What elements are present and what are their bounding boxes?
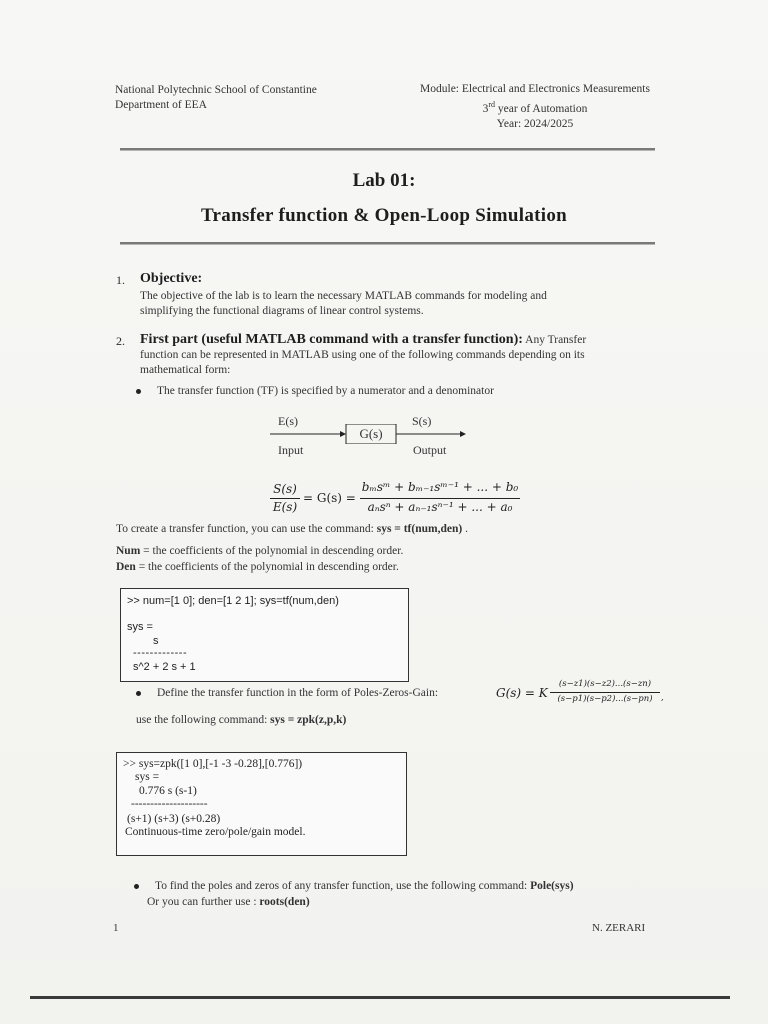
code-block-zpk [116,752,407,856]
header-module [395,82,675,132]
code-output-sys: sys = [135,771,160,783]
code-command: >> sys=zpk([1 0],[-1 -3 -0.28],[0.776]) [123,758,303,770]
block-diagram [270,410,510,460]
zpk-denominator: (s−p1)(s−p2)...(s−pn) [557,694,653,704]
header-module-name: Module: Electrical and Electronics Measurements [420,83,650,95]
bullet-icon [136,389,141,394]
formula-lhs-denominator: E(s) [272,500,298,514]
zpk-bullet-text: Define the transfer function in the form of Poles-Zeros-Gain: [157,687,439,699]
code-block-tf [120,588,409,682]
header-department: Department of EEA [115,99,207,111]
code-output-denominator: s^2 + 2 s + 1 [133,661,196,673]
den-definition: Den = the coefficients of the polynomial in descending order. [116,561,399,573]
code-output-numerator: s [153,635,159,647]
header-school-name: National Polytechnic School of Constantine [115,84,317,96]
bullet-text: The transfer function (TF) is specified by a numerator and a denominator [157,385,494,397]
zpk-command: sys = zpk(z,p,k) [270,714,347,726]
bullet-icon [134,884,139,889]
formula-equals-g: = G(s) = [303,491,356,505]
header-year-of-study: 3rd year of Automation [482,100,588,115]
input-signal-label: E(s) [278,414,298,428]
bullet-icon [136,691,141,696]
fraction-bar [550,692,660,693]
page-subtitle: Transfer function & Open-Loop Simulation [200,205,567,226]
header-academic-year: Year: 2024/2025 [496,117,574,130]
title-divider [120,242,655,245]
zpk-command-text: use the following command: sys = zpk(z,p,k) [136,714,347,726]
input-label: Input [278,443,304,457]
author-name: N. ZERARI [592,922,646,934]
zpk-formula-fraction: (s−z1)(s−z2)...(s−zn) (s−p1)(s−p2)...(s−pn) , [550,679,660,689]
formula-lhs-numerator: S(s) [273,482,297,496]
section-number: 1. [116,273,125,287]
fraction-bar [270,498,300,499]
fraction-bar [360,498,520,499]
code-output-model: Continuous-time zero/pole/gain model. [125,826,306,838]
tf-command-text: To create a transfer function, you can use the command: sys = tf(num,den) . [116,523,468,535]
section-2-intro: First part (useful MATLAB command with a transfer function): Any Transfer function can be represented in MATLAB using one of the following commands depending on its mathematical form: [140,332,587,376]
output-signal-label: S(s) [412,414,432,428]
code-output-dashes: -------------------- [131,798,208,810]
page-title: Lab 01: [352,170,416,191]
pole-command: Pole(sys) [530,880,574,892]
roots-command: roots(den) [259,896,310,908]
zpk-g-equals-k: G(s) = K [496,686,548,700]
section-number: 2. [116,334,125,348]
code-output-denominator: (s+1) (s+3) (s+0.28) [127,813,221,825]
transfer-function-formula [270,480,530,516]
header-school [115,83,317,113]
code-output-sys: sys = [127,621,153,633]
poles-text: To find the poles and zeros of any transfer function, use the following command: Pole(sys) [155,880,574,892]
code-output-dashes: ------------- [133,647,188,659]
num-definition: Num = the coefficients of the polynomial in descending order. [116,545,404,557]
roots-text: Or you can further use : roots(den) [147,896,310,908]
section-title: First part (useful MATLAB command with a transfer function): [140,332,523,347]
objective-text: The objective of the lab is to learn the necessary MATLAB commands for modeling and simplifying the functional diagrams of linear control systems. [140,290,547,317]
code-output-numerator: 0.776 s (s-1) [139,785,197,797]
page-edge-shadow [30,996,730,999]
section-title: Objective: [140,271,203,286]
output-label: Output [413,443,447,457]
code-command: >> num=[1 0]; den=[1 2 1]; sys=tf(num,den) [127,595,339,607]
zpk-numerator: (s−z1)(s−z2)...(s−zn) [558,679,652,689]
transfer-block-label: G(s) [359,426,383,441]
page-number: 1 [113,922,119,934]
tf-command: sys = tf(num,den) [376,523,463,535]
formula-rhs-denominator: aₙsⁿ + aₙ₋₁sⁿ⁻¹ + ... + a₀ [367,500,513,514]
header-divider [120,148,655,151]
formula-rhs-numerator: bₘsᵐ + bₘ₋₁sᵐ⁻¹ + ... + b₀ [361,480,519,494]
